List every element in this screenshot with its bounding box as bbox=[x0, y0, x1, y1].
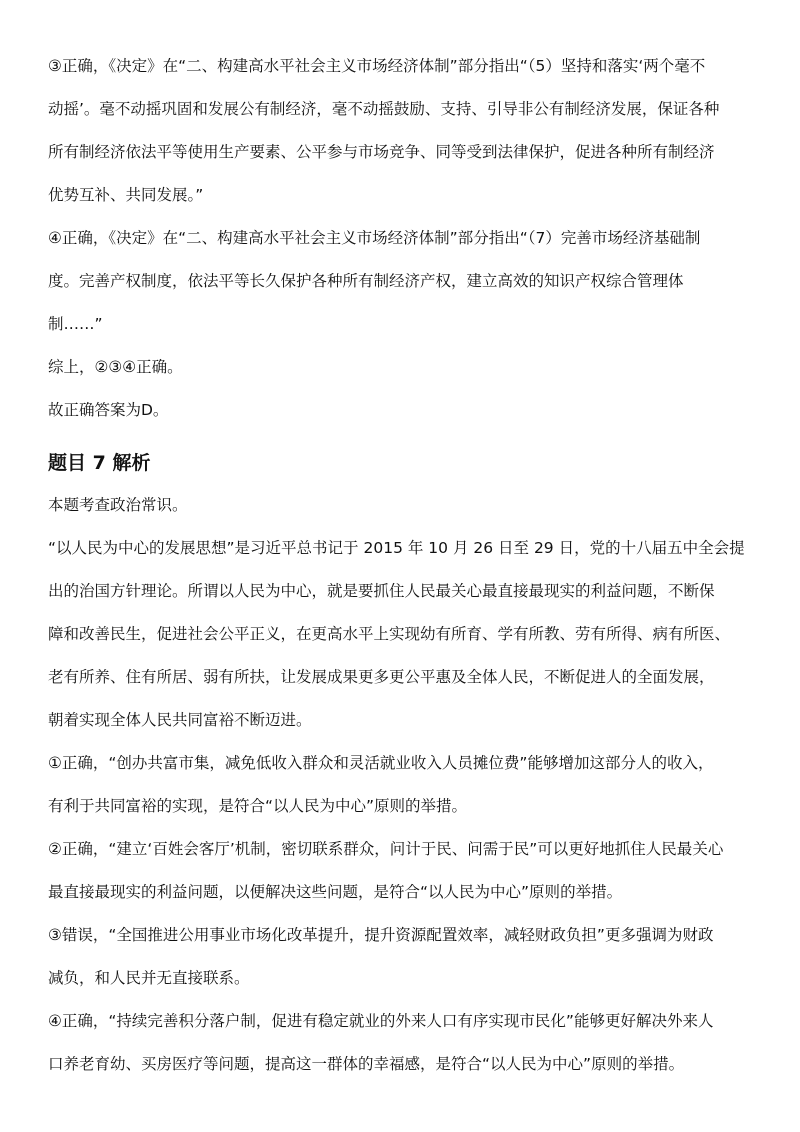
section-heading: 题目 7 解析 bbox=[48, 452, 151, 474]
text-line: 口养老育幼、买房医疗等问题，提高这一群体的幸福感，是符合“以人民为中心”原则的举措。 bbox=[48, 1055, 685, 1073]
text-line: 所有制经济依法平等使用生产要素、公平参与市场竞争、同等受到法律保护，促进各种所有制经济 bbox=[48, 143, 715, 161]
answer-paragraph bbox=[48, 389, 756, 432]
text-line: 老有所养、住有所居、弱有所扶，让发展成果更多更公平惠及全体人民，不断促进人的全面发展， bbox=[48, 668, 715, 686]
text-line: 朝着实现全体人民共同富裕不断迈进。 bbox=[48, 711, 312, 729]
analysis-item-3 bbox=[48, 45, 756, 217]
analysis-item-1 bbox=[48, 742, 756, 828]
summary-text: 综上，②③④正确。 bbox=[48, 358, 183, 376]
document-page bbox=[48, 45, 756, 1086]
text-line: ④正确，《决定》在“二、构建高水平社会主义市场经济体制”部分指出“（7）完善市场经济基础制 bbox=[48, 229, 701, 247]
text-line: ④正确，“持续完善积分落户制，促进有稳定就业的外来人口有序实现市民化”能够更好解决外来人 bbox=[48, 1012, 714, 1030]
text-line: 有利于共同富裕的实现，是符合“以人民为中心”原则的举措。 bbox=[48, 797, 468, 815]
text-line: 制……” bbox=[48, 315, 103, 333]
text-line: 动摇’。毫不动摇巩固和发展公有制经济，毫不动摇鼓励、支持、引导非公有制经济发展，保证各种 bbox=[48, 100, 720, 118]
analysis-item-3b bbox=[48, 914, 756, 1000]
text-line: “以人民为中心的发展思想”是习近平总书记于 2015 年 10 月 26 日至 29 日，党的十八届五中全会提 bbox=[48, 539, 745, 557]
background-paragraph bbox=[48, 527, 756, 742]
summary-paragraph bbox=[48, 346, 756, 389]
text-line: 出的治国方针理论。所谓以人民为中心，就是要抓住人民最关心最直接最现实的利益问题，不断保 bbox=[48, 582, 715, 600]
text-line: 减负，和人民并无直接联系。 bbox=[48, 969, 250, 987]
intro-paragraph bbox=[48, 484, 756, 527]
intro-text: 本题考查政治常识。 bbox=[48, 496, 188, 514]
text-line: 优势互补、共同发展。” bbox=[48, 186, 204, 204]
text-line: 度。完善产权制度，依法平等长久保护各种所有制经济产权，建立高效的知识产权综合管理体 bbox=[48, 272, 684, 290]
text-line: ③正确，《决定》在“二、构建高水平社会主义市场经济体制”部分指出“（5）坚持和落实‘两个毫不 bbox=[48, 57, 706, 75]
answer-text: 故正确答案为D。 bbox=[48, 401, 169, 419]
text-line: 障和改善民生，促进社会公平正义，在更高水平上实现幼有所育、学有所教、劳有所得、病有所医、 bbox=[48, 625, 731, 643]
text-line: ②正确，“建立‘百姓会客厅’机制，密切联系群众，问计于民、问需于民”可以更好地抓住人民最关心 bbox=[48, 840, 724, 858]
analysis-item-2 bbox=[48, 828, 756, 914]
text-line: ①正确，“创办共富市集，减免低收入群众和灵活就业收入人员摊位费”能够增加这部分人的收入， bbox=[48, 754, 714, 772]
text-line: 最直接最现实的利益问题，以便解决这些问题，是符合“以人民为中心”原则的举措。 bbox=[48, 883, 623, 901]
text-line: ③错误，“全国推进公用事业市场化改革提升，提升资源配置效率，减轻财政负担”更多强调为财政 bbox=[48, 926, 714, 944]
analysis-item-4 bbox=[48, 217, 756, 346]
analysis-item-4b bbox=[48, 1000, 756, 1086]
